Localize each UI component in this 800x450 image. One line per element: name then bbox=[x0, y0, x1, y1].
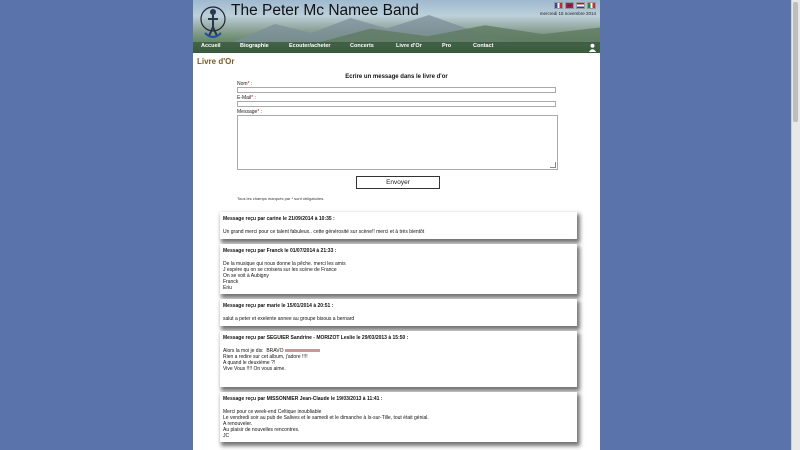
message-line: salut a peter et exelente annee au groupe bisous a bernard bbox=[223, 316, 355, 322]
guestbook-message bbox=[220, 244, 577, 294]
message-text: Alors la moi je dis: BRAVO bbox=[223, 348, 284, 354]
message-header: Message reçu par Franck le 01/07/2014 à 21:33 : bbox=[223, 248, 337, 254]
message-line: Rien a redire sur cet album, j'adore !!!! bbox=[223, 354, 308, 360]
message-line: Le vendredi soir au pub de Salives et le samedi et le dimanche à Is-sur-Tille, tout était génial. bbox=[223, 415, 429, 421]
message-header: Message reçu par carine le 21/09/2014 à 10:35 : bbox=[223, 216, 335, 222]
header-banner bbox=[193, 0, 600, 53]
page-container bbox=[193, 0, 600, 450]
language-flags bbox=[554, 2, 596, 9]
guestbook-message bbox=[220, 392, 577, 442]
guestbook-message bbox=[220, 212, 577, 239]
user-icon[interactable] bbox=[588, 43, 597, 52]
main-nav bbox=[193, 42, 600, 53]
nav-item-pro[interactable]: Pro bbox=[442, 43, 452, 49]
message-line: Franck bbox=[223, 279, 239, 285]
message-header: Message reçu par MISSONNIER Jean-Claude le 19/03/2013 à 11:41 : bbox=[223, 396, 383, 402]
message-header: Message reçu par marie le 15/01/2014 à 20:51 : bbox=[223, 303, 334, 309]
message-line: Vive Vous !!!! On vous aime. bbox=[223, 366, 286, 372]
italian-flag-icon[interactable] bbox=[587, 2, 596, 9]
required-fields-note: Tous les champs marqués par * sont obligatoires. bbox=[237, 196, 325, 201]
guestbook-message bbox=[220, 331, 577, 387]
email-field[interactable] bbox=[237, 101, 556, 107]
band-logo[interactable] bbox=[199, 3, 227, 43]
message-line: JC bbox=[223, 433, 230, 439]
name-field[interactable] bbox=[237, 87, 556, 93]
english-flag-icon[interactable] bbox=[565, 2, 574, 9]
label-separator: : bbox=[253, 95, 256, 101]
message-line: J espère qu on se croisera sur les scène de France bbox=[223, 267, 337, 273]
guestbook-message bbox=[220, 299, 577, 326]
required-mark: * bbox=[247, 81, 250, 87]
nav-item-livre-d-or[interactable]: Livre d'Or bbox=[396, 43, 422, 49]
dutch-flag-icon[interactable] bbox=[576, 2, 585, 9]
redacted-text bbox=[285, 349, 320, 352]
message-line: De la musique qui nous donne la pêche. merci les amis bbox=[223, 261, 346, 267]
label-separator: : bbox=[249, 81, 253, 87]
label-separator: : bbox=[259, 109, 263, 115]
message-label-text: Message bbox=[237, 109, 258, 115]
scrollbar-thumb[interactable] bbox=[793, 2, 798, 122]
nav-item-concerts[interactable]: Concerts bbox=[350, 43, 374, 49]
email-label-text: E-Mail bbox=[237, 95, 252, 101]
name-label-text: Nom bbox=[237, 81, 248, 87]
message-line: A quand le deuxième ?! bbox=[223, 360, 276, 366]
resize-handle-icon[interactable] bbox=[550, 162, 556, 168]
message-textarea[interactable] bbox=[237, 115, 558, 170]
french-flag-icon[interactable] bbox=[554, 2, 563, 9]
send-button[interactable]: Envoyer bbox=[356, 176, 440, 189]
required-mark: * bbox=[257, 109, 260, 115]
nav-item-biographie[interactable]: Biographie bbox=[240, 43, 269, 49]
message-line: Un grand merci pour ce talent fabuleux.. cette générosité sur scène!! merci et à très bientôt bbox=[223, 229, 425, 235]
page-scrollbar[interactable] bbox=[791, 0, 800, 450]
message-header: Message reçu par SEGUIER Sandrine - MORIZOT Leslie le 29/03/2013 à 15:50 : bbox=[223, 335, 409, 341]
current-date: mercredi 15 novembre 2014 bbox=[539, 11, 596, 16]
message-line: Au plaisir de nouvelles rencontres. bbox=[223, 427, 300, 433]
nav-item-ecouter-acheter[interactable]: Ecouter/acheter bbox=[289, 43, 331, 49]
message-line: Merci pour ce week-end Celtique inoubliable bbox=[223, 409, 322, 415]
nav-item-contact[interactable]: Contact bbox=[473, 43, 494, 49]
band-title: The Peter Mc Namee Band bbox=[231, 2, 419, 19]
page-title: Livre d'Or bbox=[197, 57, 235, 66]
message-line: On se voit à Aubigny bbox=[223, 273, 269, 279]
message-line: A renouveler. bbox=[223, 421, 253, 427]
nav-item-accueil[interactable]: Accueil bbox=[201, 43, 221, 49]
form-title: Ecrire un message dans le livre d'or bbox=[345, 74, 448, 80]
message-line: Eriu bbox=[223, 285, 232, 291]
required-mark: * bbox=[251, 95, 254, 101]
